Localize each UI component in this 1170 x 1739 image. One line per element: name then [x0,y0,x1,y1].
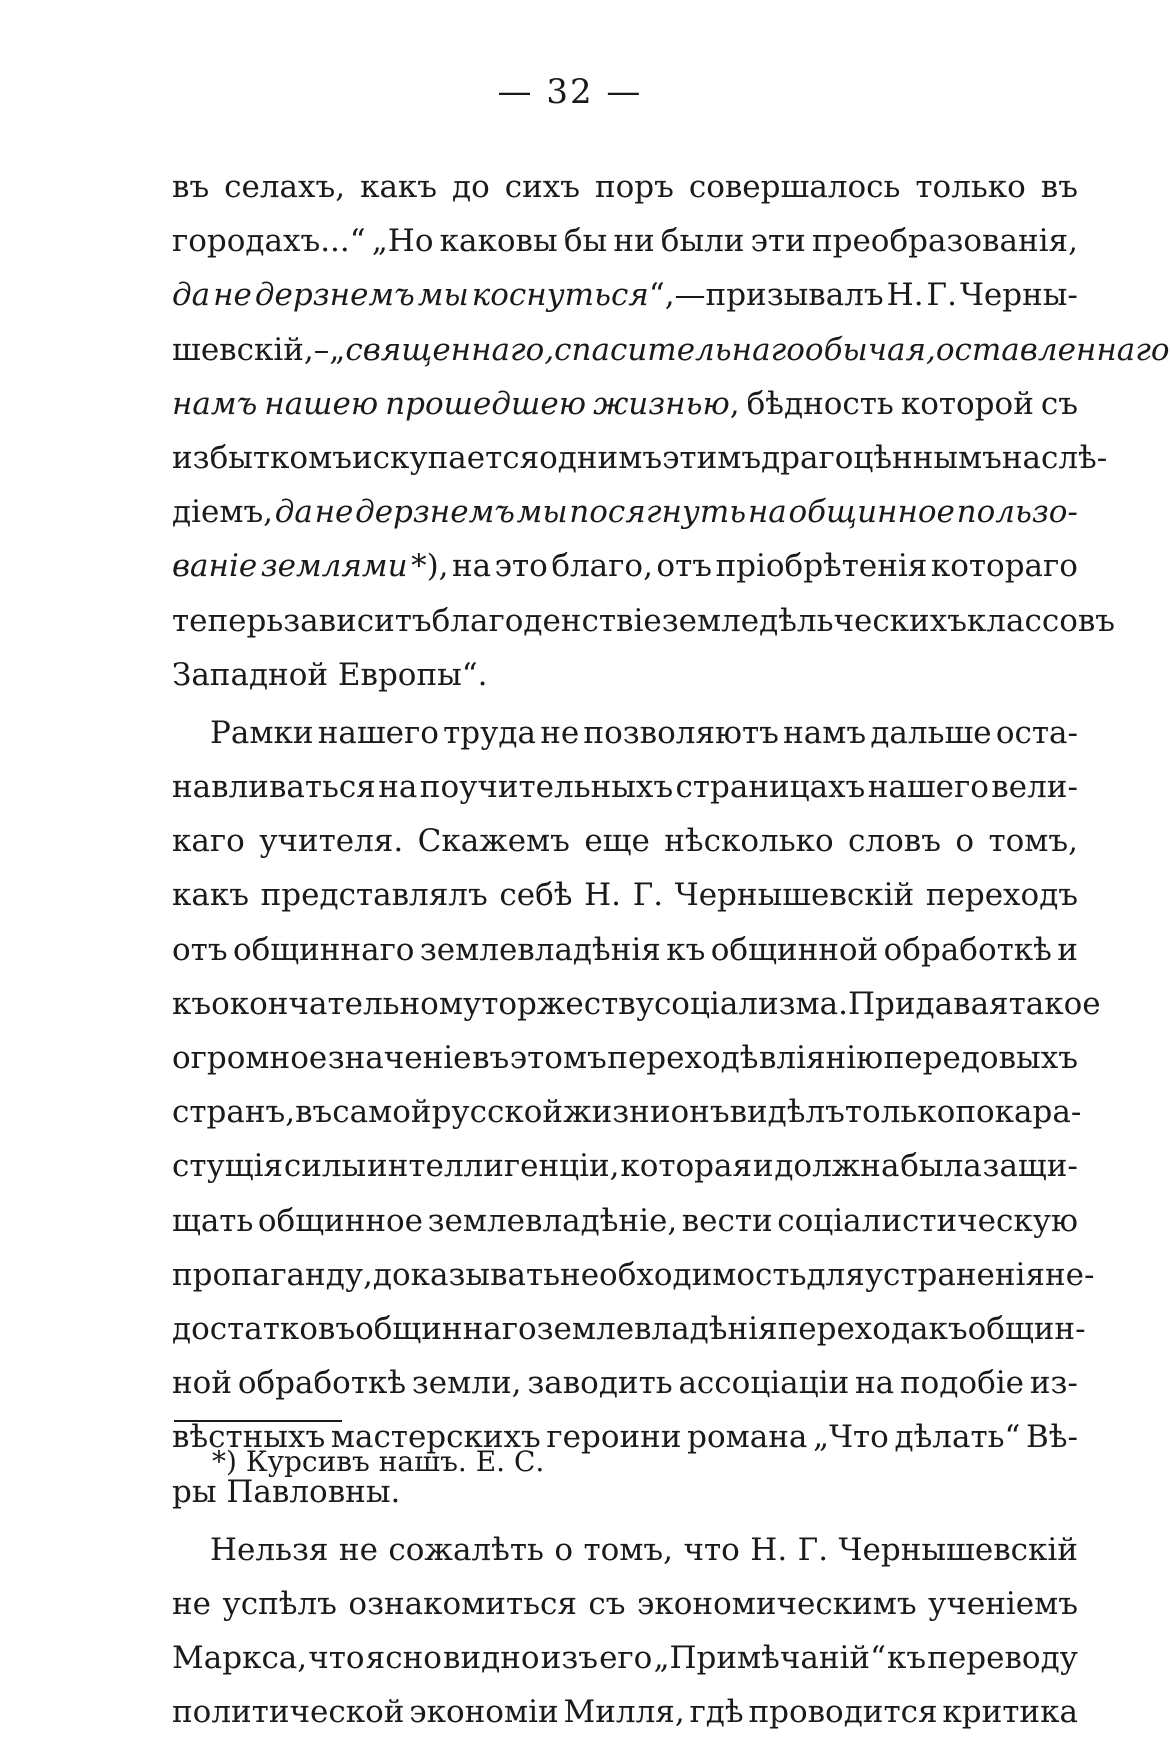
footnote: *) Курсивъ нашъ. Е. С. [212,1445,545,1478]
word: Нельзя [210,1531,329,1568]
word: на [378,769,418,806]
word: поучительныхъ [419,769,674,806]
word: Чернышевскій [674,877,915,914]
word: къ [887,1640,927,1677]
word: нашего [317,714,439,751]
word: перехода [777,1310,929,1347]
word: мы [516,494,568,531]
word: какъ [172,877,249,914]
word: дальше [870,714,992,751]
word: на [452,548,492,585]
word: городахъ...“ [172,223,366,260]
word: Черны- [959,277,1078,314]
word: каковы [439,223,558,260]
word: поръ [594,169,674,205]
text-line [172,1577,1078,1631]
word: пользо- [956,494,1078,531]
text-line [172,868,1078,922]
word: вліянію [758,1040,884,1076]
word: зависитъ [283,602,432,639]
word: отъ [172,931,228,968]
word: была [900,1148,982,1185]
word: видно [443,1640,540,1677]
word: соціализма. [653,985,849,1022]
text-line [172,1085,1082,1139]
word: да [274,494,313,531]
word: которой [900,385,1034,422]
word: ни [613,223,655,260]
word: оставленнаго [935,331,1170,368]
word: экономическимъ [637,1585,917,1622]
word: посягнуть [569,494,747,531]
footnote-rule [174,1420,342,1422]
word: общин- [967,1310,1086,1347]
word: не [213,277,252,314]
word: политической [172,1694,405,1731]
word: онъ [670,1094,730,1131]
word: были [660,223,745,260]
word: устраненія [864,1256,1046,1293]
word: Скажемъ [417,823,570,860]
word: стущія [172,1148,284,1185]
word: Г. [632,877,664,914]
word: торжеству [481,985,654,1022]
word: защи- [982,1148,1078,1185]
word: что [683,1531,740,1568]
word: должна [774,1148,900,1185]
word: экономіи [409,1694,559,1731]
word: Г. [797,1531,829,1568]
word: пока [955,1094,1033,1131]
word: „Примѣчаній“ [653,1640,886,1677]
word: сожалѣть [388,1531,544,1568]
word: земледѣльческихъ [661,602,967,639]
word: для [806,1256,865,1293]
word: томъ, [583,1531,674,1568]
text-line [172,760,1078,814]
word: этимъ [662,439,762,476]
word: доказывать [372,1256,561,1293]
word: о [554,1531,574,1568]
word: изъ [540,1640,598,1677]
word: и [1057,931,1078,968]
word: соціалистическую [777,1202,1078,1239]
word: землевладѣнія [419,931,661,968]
word: эти [750,223,806,260]
word: еще [584,823,650,860]
word: общинное [257,1202,424,1239]
word: мастерскихъ [330,1419,541,1456]
word: землями [260,548,408,585]
word: что [308,1640,365,1677]
word: отъ [656,548,712,585]
word: какъ [360,169,438,205]
word: вести [681,1202,773,1239]
word: переходѣ [607,1040,759,1076]
word: огромное [172,1040,328,1076]
word: проводится [748,1694,938,1731]
word: діемъ, [172,494,274,531]
word: „священнаго, [329,331,555,368]
word: необходимость [560,1256,807,1293]
word: Н. [886,277,924,314]
word: драгоцѣннымъ [761,439,1002,476]
word: окончательному [211,985,482,1022]
word: это [494,548,548,585]
word: прошедшею [385,385,587,422]
text-line [172,1031,1078,1085]
text-line [172,1248,1095,1302]
word: самой [332,1094,432,1131]
word: Европы“. [337,656,488,693]
word: Придавая [848,985,1009,1022]
word: Рамки [210,714,314,751]
word: учителя. [259,823,404,860]
word: ассоціаціи [678,1365,850,1402]
text-line [172,431,1108,485]
word: въ [472,1040,510,1076]
word: да [172,277,211,314]
word: достатковъ [172,1310,356,1347]
word: избыткомъ [172,439,352,476]
word: спасительнаго [554,331,805,368]
word: переводу [927,1640,1078,1677]
word: из- [1029,1365,1078,1402]
word: общинной [710,931,879,968]
text-line [172,377,1078,431]
word: до [452,169,490,205]
word: преобразованія, [811,223,1078,260]
word: навливаться [172,769,376,806]
text-line [172,1194,1078,1248]
word: дерзнемъ [254,277,415,314]
word: Н. [750,1531,788,1568]
word: себѣ [499,877,573,914]
word: ваніе [172,548,258,585]
word: этомъ [509,1040,607,1076]
word: представлялъ [260,877,488,914]
word: не [172,1585,212,1622]
word: не- [1045,1256,1095,1293]
word: ознакомиться [348,1585,577,1622]
page-number: — 32 — [497,72,643,112]
word: въ [295,1094,333,1131]
word: странъ, [172,1094,296,1131]
word: Г. [926,277,957,314]
word: которая [620,1148,753,1185]
body-text [172,160,1170,1739]
word: только [915,169,1026,205]
word: къ [666,931,706,968]
word: общиннаго [232,931,415,968]
text-line [172,648,1078,702]
word: не [338,1531,378,1568]
text-line [172,1302,1086,1356]
text-line [172,539,1078,593]
word: русской [431,1094,564,1131]
word: позволяютъ [583,714,779,751]
word: ной [172,1365,232,1402]
word: намъ [172,385,258,422]
text-line [172,706,1078,760]
word: не [540,714,580,751]
text-line [172,1631,1078,1685]
word: благо, [551,548,653,585]
word: нашею [264,385,379,422]
word: наслѣ- [1001,439,1108,476]
word: ясно [365,1640,442,1677]
word: каго [172,823,245,860]
word: вѣстныхъ [172,1419,326,1456]
word: передовыхъ [883,1040,1078,1076]
word: гдѣ [689,1694,744,1731]
word: обработкѣ [883,931,1052,968]
word: такое [1008,985,1101,1022]
text-line [172,1139,1078,1193]
word: „Но [371,223,434,260]
word: романа [687,1419,808,1456]
word: ра- [1032,1094,1082,1131]
word: не [314,494,354,531]
text-line [172,160,1078,214]
word: Западной [172,656,329,693]
text-line [172,214,1078,268]
word: ры [172,1473,217,1510]
word: Милля, [563,1694,685,1731]
word: заводить [527,1365,673,1402]
word: его [599,1640,653,1677]
text-line [172,977,1101,1031]
word: намъ [783,714,867,751]
word: словъ [848,823,941,860]
word: землевладѣніе, [427,1202,678,1239]
word: труда [443,714,536,751]
word: Вѣ- [1025,1419,1078,1456]
word: землевладѣнія [536,1310,778,1347]
word: значеніе [327,1040,472,1076]
word: общинное [788,494,955,531]
word: видѣлъ [729,1094,845,1131]
word: нѣсколько [664,823,834,860]
word: жизни [563,1094,671,1131]
word: общиннаго [355,1310,537,1347]
text-line [172,268,1078,322]
word: оста- [995,714,1078,751]
word: теперь [172,602,284,639]
text-line [172,1523,1078,1577]
word: жизнью, [593,385,740,422]
word: совершалось [688,169,901,205]
word: на [747,494,787,531]
text-line [172,594,1116,648]
word: селахъ, [224,169,346,205]
word: бы [563,223,608,260]
word: интеллигенціи, [367,1148,620,1185]
word: *), [411,548,449,585]
text-line [172,1685,1078,1739]
word: искупается [351,439,540,476]
word: подобіе [900,1365,1025,1402]
word: страницахъ [675,769,866,806]
word: однимъ [539,439,663,476]
text-line [172,485,1078,539]
word: и [752,1148,774,1185]
word: благоденствіе [431,602,662,639]
word: съ [588,1585,626,1622]
word: нашего [867,769,989,806]
word: „Что [813,1419,889,1456]
word: съ [1040,385,1078,422]
word: пропаганду, [172,1256,373,1293]
word: героини [546,1419,682,1456]
word: успѣлъ [222,1585,337,1622]
word: Павловны. [226,1473,401,1510]
text-line [172,814,1078,868]
text-line [172,323,1170,377]
text-line [172,923,1078,977]
word: земли, [411,1365,522,1402]
word: бѣдность [746,385,894,422]
word: обработкѣ [237,1365,407,1402]
word: пріобрѣтенія [715,548,928,585]
word: силы [283,1148,367,1185]
word: критика [942,1694,1078,1731]
word: ученіемъ [928,1585,1078,1622]
word: къ [928,1310,968,1347]
word: котораго [930,548,1078,585]
word: переходъ [925,877,1078,914]
text-line [172,1356,1078,1410]
word: обычая, [804,331,936,368]
word: въ [1040,169,1078,205]
word: вели- [991,769,1078,806]
word: – [313,331,330,368]
word: классовъ [966,602,1116,639]
word: сихъ [504,169,580,205]
word: Маркса, [172,1640,308,1677]
word: на [855,1365,895,1402]
word: томъ, [988,823,1078,860]
word: только [844,1094,956,1131]
word: Чернышевскій [838,1531,1078,1568]
word: къ [172,985,212,1022]
word: о [955,823,975,860]
word: шевскій, [172,331,314,368]
word: въ [172,169,210,205]
word: дѣлать“ [894,1419,1021,1456]
word: щать [172,1202,254,1239]
word: коснуться“,—призывалъ [471,277,884,314]
word: Н. [584,877,622,914]
word: дерзнемъ [355,494,515,531]
word: мы [417,277,469,314]
